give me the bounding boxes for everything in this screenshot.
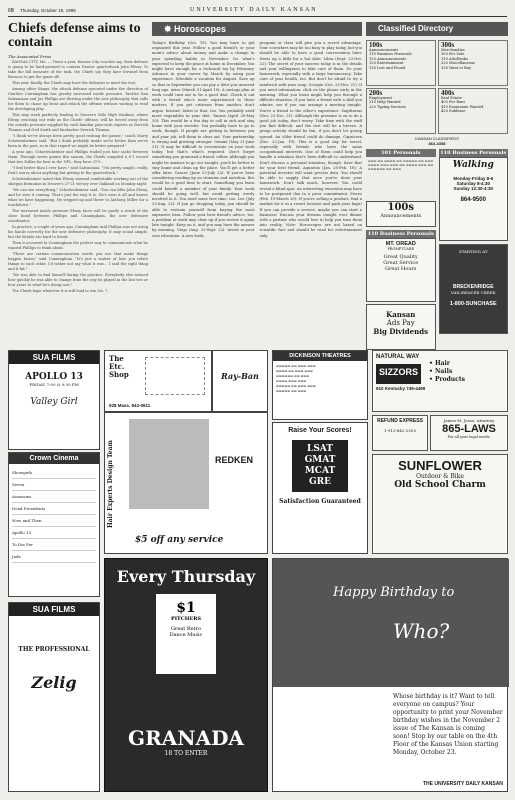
naturalway-item: • Products bbox=[429, 376, 465, 383]
classified-box-line: 320 Miscellaneous bbox=[441, 61, 476, 66]
sua-films-2-feature1: THE PROFESSIONAL bbox=[18, 646, 90, 653]
pitcher-box bbox=[156, 594, 216, 674]
sunflower-sub: Outdoor & Bike bbox=[416, 473, 464, 480]
classified-box-line: 410 Roommate Wanted bbox=[441, 104, 484, 109]
rayban-ad bbox=[212, 350, 268, 412]
dickinson-listings: ▬▬▬▬▬ ▬▬ ▬▬▬ ▬▬▬ ▬▬▬▬ ▬▬ ▬▬▬ ▬▬▬ ▬▬▬▬▬▬ ▬▬ ▬▬▬ ▬▬▬▬ ▬▬▬ ▬▬▬ ▬▬▬▬▬ ▬▬ ▬▬▬ ▬▬▬ ▬▬▬▬▬ ▬▬ ▬▬▬ bbox=[276, 364, 316, 393]
classified-phone: 864-4358 bbox=[428, 141, 446, 146]
sunflower-sub2: Old School Charm bbox=[394, 480, 486, 490]
sua-films-2-feature2: Zelig bbox=[31, 673, 77, 692]
hair-design-ad bbox=[104, 412, 268, 554]
story-paragraph: "He was able to find himself during the practice. Everybody else noticed how quickly he was able to change from the way he played in the last two or four years to what he's doing now." bbox=[8, 273, 148, 287]
mt-oread-line3: Great Hours bbox=[385, 266, 417, 272]
walking-line1: Monday-Friday 8-6 bbox=[453, 176, 494, 181]
page-number: 6B bbox=[8, 8, 15, 14]
sua-films-feature: APOLLO 13 bbox=[25, 372, 83, 382]
etc-shop-ad bbox=[104, 350, 212, 412]
story-paragraph: "I think we've always been pretty good rushing the passer," coach Marty Schottenheimer said. "But I think probably inside we're better than we've been in the past, so in that regard we might be better prepared." bbox=[8, 134, 148, 148]
announcements-box bbox=[366, 201, 436, 227]
refund-title: REFUND EXPRESS bbox=[377, 418, 423, 424]
hair-side-text: Hair Experts Design Team bbox=[107, 440, 114, 528]
etc-line3: Shop bbox=[109, 370, 129, 379]
classified-grid bbox=[366, 40, 508, 134]
classified-box-category: Employment bbox=[369, 95, 392, 100]
sunglasses-photo bbox=[145, 357, 205, 395]
horoscope-column-1: Today's Birthday (Oct. 19): You may have to get organized this year. Follow a good friend's or your mom's advice about money and make a change in your spending habits in November. Do what's expected to keep the peace at home in December. You might have enough for a technical toy by February. Advance in your career by March by using your experience. Schedule a vacation for August. Save up so that in September you can pay a debt you incurred long ago. Aries (March 21-April 19): A savings plan at work could turn out to be a good deal. Check it out with a friend who's more experienced in those matters. If you get criticism from another, don't argue. Instead, listen to that, too. You probably need more vegetables in your diet. Taurus (April 20-May 20): This would be a fun day to call in sick and stay home with your sweetie. You probably have to go to work, though. If people are getting in between you and your job, tell them to clear out. Your partnership is strong and growing stronger. Gemini (May 21-June 21): It may be difficult to concentrate on your work today, but that's what's required. Don't forget something you promised a friend, either. Although you might be anxious to go out tonight, you'd be better to stay home and clean up the place. You'll get a better offer later. Cancer (June 22-July 22): If you're been considering reading up on vitamins and nutrition, this would be a good time to start. Something you learn could benefit a member of your family. Your work should be going well, but avoid getting overly involved in it. You need some free time, too. Leo (July 23-Aug. 22): If you go shopping today, you should be able to restrain yourself from buying the most expensive item. Follow your best friend's advice, too. A problem at work may clear up if you review it again late tonight. Keep on it, and you may have the answer by morning. Virgo (Aug. 23-Sept. 22): Invest in your own education. A new book, bbox=[152, 41, 255, 238]
kansanads-line3: Big Dividends bbox=[373, 327, 429, 336]
test-list bbox=[292, 440, 348, 492]
birthday-body: Whose birthday is it? Want to tell everyone on campus? Your opportunity to print your November birthday wishes in the November 2 issue of The Kansan is coming soon! Stop by our table on the 4th Floor of the Kansas Union starting Monday, October 23. bbox=[393, 693, 503, 756]
classified-box-line: 310 Ads/Books bbox=[441, 56, 468, 61]
walking-ad bbox=[439, 157, 509, 241]
classified-box bbox=[366, 40, 436, 86]
raise-title: Raise Your Scores! bbox=[288, 427, 352, 434]
every-thursday-ad bbox=[104, 558, 268, 792]
kansanads-line2: Ads Pay bbox=[386, 319, 415, 327]
pitcher-price: $1 bbox=[176, 600, 196, 616]
sua-films-times: FRIDAY 7:00 & 9:30 PM bbox=[29, 382, 79, 387]
classified-box-line: 330 Want to Buy bbox=[441, 65, 472, 70]
sua-films-2-ad bbox=[8, 602, 100, 792]
classified-box-number: 400s bbox=[441, 89, 455, 97]
personals-text: ▬▬▬ ▬▬ ▬▬▬▬ ▬▬ ▬▬▬▬▬ ▬▬ ▬▬▬ ▬▬▬▬ ▬▬▬ ▬▬▬ ▬▬ ▬▬▬▬ ▬▬▬ ▬▬ ▬▬▬▬▬▬ ▬▬ ▬▬▬ bbox=[368, 159, 434, 171]
dickinson-theatres-ad bbox=[272, 350, 368, 420]
classified-box-number: 300s bbox=[441, 41, 455, 49]
natural-way-ad bbox=[372, 350, 508, 412]
birthday-who: Who? bbox=[393, 619, 450, 643]
sizzors-logo: SIZZORS bbox=[376, 364, 421, 384]
birthday-title: Happy Birthday to bbox=[333, 585, 455, 600]
etc-line2: Etc. bbox=[109, 362, 125, 371]
refund-express-ad bbox=[372, 415, 428, 451]
walking-line2: Saturday 8-4:30 bbox=[456, 181, 490, 186]
pitcher-line1: PITCHERS bbox=[170, 616, 202, 622]
cinema-row: Now and Then bbox=[12, 515, 96, 527]
classified-box-line: 120 Announcements bbox=[369, 56, 407, 61]
classified-box bbox=[438, 88, 508, 134]
cinema-row: Showgirls bbox=[12, 467, 96, 479]
classified-box bbox=[438, 40, 508, 86]
classified-box-number: 200s bbox=[369, 89, 383, 97]
story-paragraph: KANSAS CITY, Mo. — Twice a year, Kansas City coaches say, their defense is going to be hard-pressed to contain Denver quarterback John Elway. To take the full measure of the task, the Chiefs say they have forward from Broncos to get the game off. bbox=[8, 60, 148, 79]
classified-phone-label: KANSAN CLASSIFIEDS bbox=[415, 136, 459, 141]
etc-line1: The bbox=[109, 354, 124, 363]
story-paragraph: Schottenheimer noted that Elway seemed comfortable working out of the shotgun formation in Denver's 27-21 victory over Oakland on Monday night. bbox=[8, 177, 148, 186]
horoscope-banner bbox=[152, 22, 362, 36]
story-paragraph: The Chiefs hope whatever it is will lead to win No. 7. bbox=[12, 289, 109, 293]
sua-films-ad bbox=[8, 350, 100, 450]
horoscope-icon: ✸ bbox=[164, 24, 175, 34]
naturalway-item: • Nails bbox=[429, 368, 453, 375]
kansan-logo: THE UNIVERSITY DAILY KANSAN bbox=[423, 781, 503, 787]
jesse-name: James M. Jesse, Attorney bbox=[443, 418, 495, 423]
redken-logo: REDKEN bbox=[215, 455, 254, 465]
classified-banner: Classified Directory bbox=[366, 22, 508, 36]
page-date: Thursday, October 19, 1995 bbox=[20, 8, 76, 13]
mt-oread-ad bbox=[366, 238, 436, 302]
announcements-sub: Announcements bbox=[380, 213, 422, 219]
thursday-title: Every Thursday bbox=[116, 567, 256, 586]
walking-brand: Walking bbox=[452, 160, 494, 170]
test-name: LSAT bbox=[306, 444, 333, 454]
breck-line2: BRECKENRIDGE bbox=[452, 284, 494, 290]
story-paragraph: "There are certain communication words you use that make things happen faster," said Cunningham. "It's just a matter of how you relate things to each other. I'd rather not say what it was... I said the right thing and it hit." bbox=[8, 252, 148, 271]
story-paragraph: In practice, a couple of years ago, Cunningham said Phillips was not using his hands correctly for the new defensive philosophy. It may sound simple, but the details are hard to break. bbox=[8, 225, 148, 239]
hair-offer: $5 off any service bbox=[135, 535, 224, 545]
birthday-ad bbox=[272, 558, 508, 792]
sua-films-2-title: SUA FILMS bbox=[9, 603, 99, 616]
breck-line3: VAIL/BEAVER CREEK bbox=[450, 290, 496, 295]
story-body bbox=[8, 60, 148, 294]
sua-films-title: SUA FILMS bbox=[9, 351, 99, 364]
classified-box bbox=[366, 88, 436, 134]
classified-box-line: 305 For Sale bbox=[441, 52, 465, 57]
classified-box-category: Merchandise bbox=[441, 47, 465, 52]
test-name: MCAT bbox=[304, 466, 336, 476]
mt-oread-name: MT. OREAD bbox=[385, 241, 416, 247]
mt-oread-line1: Great Quality bbox=[383, 254, 418, 260]
model-photo bbox=[129, 419, 209, 509]
breckenridge-ad bbox=[439, 244, 509, 334]
pitcher-line2: Great Retro bbox=[170, 626, 202, 632]
classified-box-category: Real Estate bbox=[441, 95, 462, 100]
crown-cinema-ad bbox=[8, 452, 100, 597]
story-paragraph: "I feel better than I ever have," said Saleaumua. "I'm pretty simple, really. Don't worry about anything but getting to the quarterback." bbox=[8, 166, 148, 175]
announcements-heading: 100s bbox=[387, 202, 414, 213]
classified-box-line: 405 For Rent bbox=[441, 100, 465, 105]
story-byline: The Associated Press bbox=[8, 54, 52, 59]
kansanads-line1: Kansan bbox=[386, 310, 416, 319]
story-headline: Chiefs defense aims to contain bbox=[8, 22, 141, 50]
sua-films-feature2: Valley Girl bbox=[30, 397, 78, 407]
story-paragraph: A year ago, Schottenheimer and Phillips traded just four sacks between them. Through seven games this season, the Chiefs compiled a 6-1 record that ties Dallas for best in the NFL, they have 21½. bbox=[8, 150, 148, 164]
raise-scores-ad bbox=[272, 422, 368, 554]
classified-box-number: 100s bbox=[369, 41, 383, 49]
classified-box-line: 125 Entertainment bbox=[369, 61, 404, 66]
horoscope-column-2: program or class will give you a secret advantage. Your coworkers may be too busy to play today, but you should be able to have a good conversation later. Dress up a little for a hot date. Libra (Sept. 23-Oct. 22): The secret of your success today is in the details and your willingness to take care of them. Do your homework, especially with a large bureaucracy. Take care of your health, too. But don't be afraid to try a sandwich with your soup. Scorpio (Oct. 23-Nov. 21): If you need information, click on the phone early in the morning. What you learn might help you through a difficult situation. If you have a friend with a skill you admire, see if you can arrange a meeting tonight. You're a friend to the other's experience. Sagittarius (Nov. 22-Dec. 21): Although the pressure is on to do a good job today, don't worry. Take time with the stuff you find difficult, and the rest will be a breeze. A group activity should be fun, if you don't let gossip spread. An older friend could do damage. Capricorn (Dec. 22-Jan. 19): This is a good day for travel, especially with friends who have the same occupational interests. One of them could help you handle a situation that's been difficult to understand. Don't discuss a personal situation, though. Save that for your best friend. Aquarius (Jan. 20-Feb. 18): A potential investor will want precise data. You should be able to supply that once you've done your homework. Don't talk much, however. You could reveal a blind spot. An interesting excursion may have to be postponed due to a prior commitment. Pisces (Feb. 19-March 20): If you're selling a product, find a market for it in a resort location and pack your bags! If you can provide a service, maybe you can start a business! Discuss your dreams tonight over dinner with a partner who would love to help you turn them into reality. Note: Horoscopes are not based on scientific fact and should be read for entertainment only. bbox=[259, 41, 362, 238]
classified-box-line: 220 Typing Services bbox=[369, 104, 407, 109]
story-paragraph: Among other things, the attack defense sprouted under the direction of Gunther Cunningham has greatly increased inside pressure. Tackles Dan Saleaumua and Joe Phillips are thriving under the new philosophy that calls for them to chase up front and attack the offense without waiting to read the developing play. bbox=[8, 87, 148, 111]
balloons-photo bbox=[273, 559, 509, 687]
etc-phone: 928 Mass. 843-0611 bbox=[109, 403, 151, 408]
rayban-brand: Ray-Ban bbox=[221, 371, 259, 381]
kansan-ads-pay bbox=[366, 304, 436, 350]
right-ads-column bbox=[372, 350, 508, 554]
cinema-row: To Die For bbox=[12, 539, 96, 551]
breck-line1: STARTING AT bbox=[458, 249, 488, 254]
mt-oread-sub: PROMPTCARE bbox=[387, 247, 415, 251]
classified-box-line: 110 Business Personals bbox=[369, 52, 412, 57]
cinema-row: Seven bbox=[12, 479, 96, 491]
naturalway-title: NATURAL WAY bbox=[376, 354, 420, 360]
naturalway-item: • Hair bbox=[429, 360, 450, 367]
cinema-row: Jade bbox=[12, 551, 96, 563]
horoscope-title: Horoscopes bbox=[174, 24, 227, 34]
granada-foot: 18 TO ENTER bbox=[164, 750, 208, 757]
masthead: UNIVERSITY DAILY KANSAN bbox=[190, 7, 318, 13]
story-paragraph: "He can see everything," Schottenheimer said. "You can blitz John Elway, and he sees it coming. That's just the way it is. He's seen it all and knows what we have happening. He stepped up and threw to Anthony Miller for a touchdown." bbox=[8, 188, 148, 207]
granada-name: GRANADA bbox=[128, 726, 244, 750]
header-rule bbox=[8, 16, 507, 17]
pitcher-line3: Dance Music bbox=[169, 632, 203, 638]
walking-line3: Sunday 12:30-4:30 bbox=[453, 186, 494, 191]
story-paragraph: Then it occurred to Cunningham the perfect way to communicate what he wanted Phillips to think about. bbox=[8, 241, 148, 250]
jesse-attorney-ad bbox=[430, 415, 508, 451]
cinema-title: Crown Cinema bbox=[9, 453, 99, 464]
section-110-business-right: 110 Business Personals bbox=[440, 150, 507, 156]
cinema-row: Apollo 13 bbox=[12, 527, 96, 539]
test-name: GRE bbox=[308, 477, 332, 487]
section-110-business: 110 Business Personals bbox=[367, 231, 434, 237]
cinema-row: Dead Presidents bbox=[12, 503, 96, 515]
story-paragraph: This may work perfectly leading to Denver's Mile High Stadium, where Elway, reaching out wide as the Chiefs' offense, will be forced away from the outside pressure supplied by such familiar pass-rush experts as Derrick Thomas and Neil Smith and linebacker Derrick Thomas. bbox=[8, 113, 148, 132]
test-name: GMAT bbox=[304, 455, 336, 465]
walking-phone: 864-9500 bbox=[460, 197, 486, 203]
breck-phone: 1-800-SUNCHASE bbox=[449, 301, 497, 307]
naturalway-phone: 910 Kentucky 749-4499 bbox=[376, 386, 426, 391]
dickinson-title: DICKINSON THEATRES bbox=[273, 351, 367, 361]
classified-box-line: 420 Sublease bbox=[441, 109, 466, 114]
jesse-phone: 865-LAWS bbox=[442, 423, 496, 435]
classified-box-category: Announcements bbox=[369, 47, 399, 52]
story-paragraph: The increased inside pressure Elway faces will be partly a result of the close bond between Phillips and Cunningham, the new defensive coordinator. bbox=[8, 209, 148, 223]
raise-guarantee: Satisfaction Guaranteed bbox=[279, 498, 361, 505]
classified-box-line: 210 Help Wanted bbox=[369, 100, 401, 105]
story-paragraph: This year, finally, the Chiefs may have the defenses to meet the test. bbox=[12, 81, 137, 85]
sunflower-title: SUNFLOWER bbox=[398, 458, 482, 473]
jesse-sub: For all your legal needs. bbox=[447, 435, 491, 439]
classified-box-line: 130 Lost and Found bbox=[369, 65, 406, 70]
refund-phone: 1-913-842-2555 bbox=[383, 428, 417, 433]
mt-oread-line2: Great Service bbox=[383, 260, 419, 266]
sunflower-ad bbox=[372, 454, 508, 554]
cinema-row: Assassins bbox=[12, 491, 96, 503]
section-101-personals: 101 Personals bbox=[366, 149, 436, 157]
